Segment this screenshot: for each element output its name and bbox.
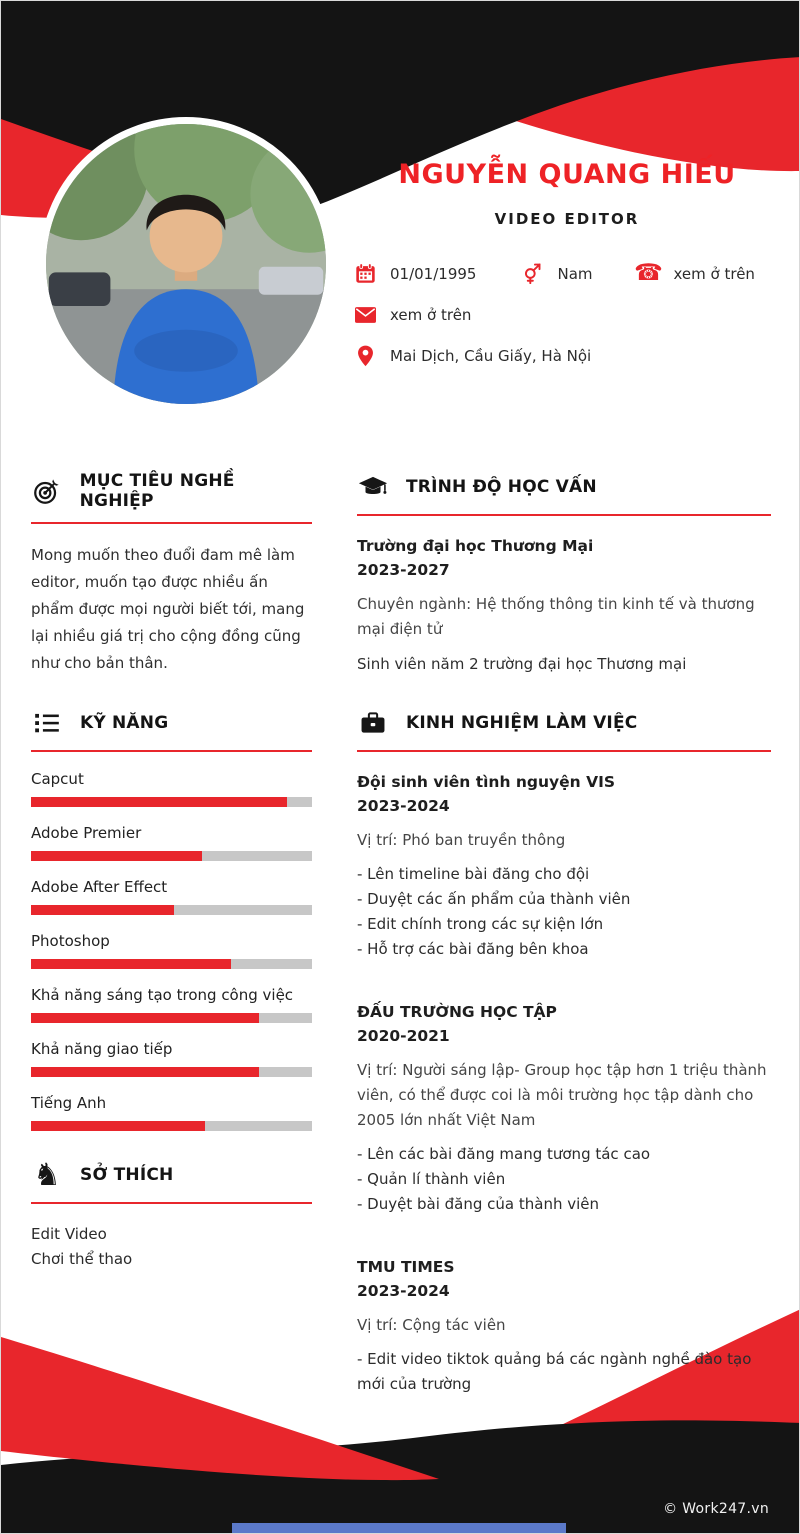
contact-block xyxy=(353,262,781,367)
experience-heading-row xyxy=(357,707,771,739)
objective-text: Mong muốn theo đuổi đam mê làm editor, muốn tạo được nhiều ấn phẩm được mọi người biết tới, mang lại nhiều giá trị cho cộng đồng cũng như cho bản thân. xyxy=(31,546,305,672)
skill-label: Adobe After Effect xyxy=(31,878,168,896)
list-icon xyxy=(31,713,63,733)
skill-item xyxy=(31,878,312,915)
contact-email xyxy=(353,306,471,324)
experience-years: 2023-2024 xyxy=(357,797,450,816)
hobby-item: Chơi thể thao xyxy=(31,1249,133,1268)
experience-bullet: - Lên timeline bài đăng cho đội xyxy=(357,865,590,884)
section-hobbies xyxy=(31,1156,312,1272)
skill-bar xyxy=(31,1121,312,1131)
header-info xyxy=(353,159,781,388)
experience-bullet: - Edit chính trong các sự kiện lớn xyxy=(357,915,604,934)
education-rule xyxy=(357,514,771,516)
education-school: Trường đại học Thương Mại xyxy=(357,537,594,555)
experience-bullet: - Hỗ trợ các bài đăng bên khoa xyxy=(357,939,589,958)
briefcase-icon xyxy=(357,712,389,734)
contact-row-2 xyxy=(353,306,781,324)
skill-item xyxy=(31,986,312,1023)
chess-knight-icon: ♞ xyxy=(33,1156,61,1193)
contact-phone xyxy=(634,260,755,286)
experience-years: 2020-2021 xyxy=(357,1026,450,1045)
skill-label: Adobe Premier xyxy=(31,824,142,842)
objective-heading: MỤC TIÊU NGHỀ NGHIỆP xyxy=(79,471,235,511)
experience-entry xyxy=(357,770,771,962)
contact-phone-text: xem ở trên xyxy=(673,264,755,283)
skill-item xyxy=(31,770,312,807)
experience-bullet: - Quản lí thành viên xyxy=(357,1170,506,1189)
experience-position: Vị trí: Cộng tác viên xyxy=(357,1315,506,1334)
skills-list xyxy=(31,770,312,1131)
experience-bullet: - Lên các bài đăng mang tương tác cao xyxy=(357,1145,651,1164)
left-column xyxy=(31,471,312,1435)
skill-fill xyxy=(31,905,174,915)
contact-gender xyxy=(520,263,592,284)
contact-email-text: xem ở trên xyxy=(390,306,472,324)
target-icon xyxy=(31,477,63,505)
contact-row-3 xyxy=(353,345,781,367)
experience-org: TMU TIMES xyxy=(357,1257,455,1276)
skills-heading: KỸ NĂNG xyxy=(80,713,169,733)
skill-bar xyxy=(31,905,312,915)
skill-label: Capcut xyxy=(31,770,84,788)
experience-entry xyxy=(357,1255,771,1397)
skill-fill xyxy=(31,1013,259,1023)
horizontal-scrollbar-thumb[interactable] xyxy=(232,1523,566,1533)
watermark-credit: © Work247.vn xyxy=(663,1501,769,1517)
profile-photo xyxy=(39,117,333,411)
skill-fill xyxy=(31,1067,259,1077)
main-content xyxy=(31,471,771,1435)
hobby-item: Edit Video xyxy=(31,1225,107,1243)
objective-heading-row xyxy=(31,471,312,511)
skill-item xyxy=(31,1040,312,1077)
gender-icon xyxy=(520,263,544,284)
contact-row-1 xyxy=(353,262,781,285)
skill-bar xyxy=(31,1013,312,1023)
skill-fill xyxy=(31,797,287,807)
right-column xyxy=(357,471,771,1435)
skill-item xyxy=(31,1094,312,1131)
skill-bar xyxy=(31,959,312,969)
skill-label: Tiếng Anh xyxy=(31,1094,107,1112)
profile-photo-image xyxy=(46,124,326,404)
location-pin-icon xyxy=(353,345,377,367)
experience-years: 2023-2024 xyxy=(357,1281,450,1300)
experience-entry xyxy=(357,1000,771,1217)
education-status: Sinh viên năm 2 trường đại học Thương mại xyxy=(357,654,687,673)
candidate-name: NGUYỄN QUANG HIẾU xyxy=(398,159,736,190)
calendar-icon xyxy=(353,263,377,284)
experience-position: Vị trí: Phó ban truyền thông xyxy=(357,831,566,850)
phone-icon: ☎ xyxy=(634,260,663,286)
objective-rule xyxy=(31,522,312,524)
education-heading-row xyxy=(357,471,771,503)
contact-dob xyxy=(353,263,476,284)
experience-heading: KINH NGHIỆM LÀM VIỆC xyxy=(406,713,638,734)
experience-bullets xyxy=(357,1347,771,1397)
skill-label: Photoshop xyxy=(31,932,110,950)
experience-bullets xyxy=(357,1142,771,1217)
experience-bullet: - Edit video tiktok quảng bá các ngành nghề đào tạo mới của trường xyxy=(357,1349,752,1393)
skill-item xyxy=(31,932,312,969)
section-education xyxy=(357,471,771,677)
education-years: 2023-2027 xyxy=(357,560,450,579)
skill-label: Khả năng giao tiếp xyxy=(31,1040,173,1058)
skill-fill xyxy=(31,851,202,861)
section-experience xyxy=(357,707,771,1396)
experience-bullet: - Duyệt các ấn phẩm của thành viên xyxy=(357,890,631,909)
hobbies-list xyxy=(31,1222,312,1272)
skills-rule xyxy=(31,750,312,752)
experience-bullet: - Duyệt bài đăng của thành viên xyxy=(357,1194,600,1213)
skills-heading-row xyxy=(31,707,312,739)
skill-item xyxy=(31,824,312,861)
skill-bar xyxy=(31,851,312,861)
contact-address xyxy=(353,345,591,367)
section-skills xyxy=(31,707,312,1131)
graduation-cap-icon xyxy=(357,476,389,499)
experience-org: ĐẤU TRƯỜNG HỌC TẬP xyxy=(357,1002,557,1021)
hobbies-heading-row xyxy=(31,1156,312,1193)
skill-bar xyxy=(31,1067,312,1077)
education-major: Chuyên ngành: Hệ thống thông tin kinh tế và thương mại điện tử xyxy=(357,594,755,639)
skill-fill xyxy=(31,1121,205,1131)
education-heading: TRÌNH ĐỘ HỌC VẤN xyxy=(406,477,597,497)
envelope-icon xyxy=(353,307,377,323)
experience-rule xyxy=(357,750,771,752)
hobbies-rule xyxy=(31,1202,312,1204)
skill-fill xyxy=(31,959,231,969)
skill-label: Khả năng sáng tạo trong công việc xyxy=(31,986,294,1004)
experience-list xyxy=(357,770,771,1396)
experience-position: Vị trí: Người sáng lập- Group học tập hơn 1 triệu thành viên, có thể được coi là môi trường học tập dành cho 2005 lớn nhất Việt Nam xyxy=(357,1060,767,1130)
hobbies-heading: SỞ THÍCH xyxy=(80,1165,174,1185)
skill-bar xyxy=(31,797,312,807)
contact-address-text: Mai Dịch, Cầu Giấy, Hà Nội xyxy=(390,347,592,365)
experience-bullets xyxy=(357,862,771,962)
contact-dob-text: 01/01/1995 xyxy=(390,264,477,283)
experience-org: Đội sinh viên tình nguyện VIS xyxy=(357,773,616,792)
candidate-title: VIDEO EDITOR xyxy=(494,210,640,228)
section-objective xyxy=(31,471,312,677)
contact-gender-text: Nam xyxy=(557,264,593,283)
